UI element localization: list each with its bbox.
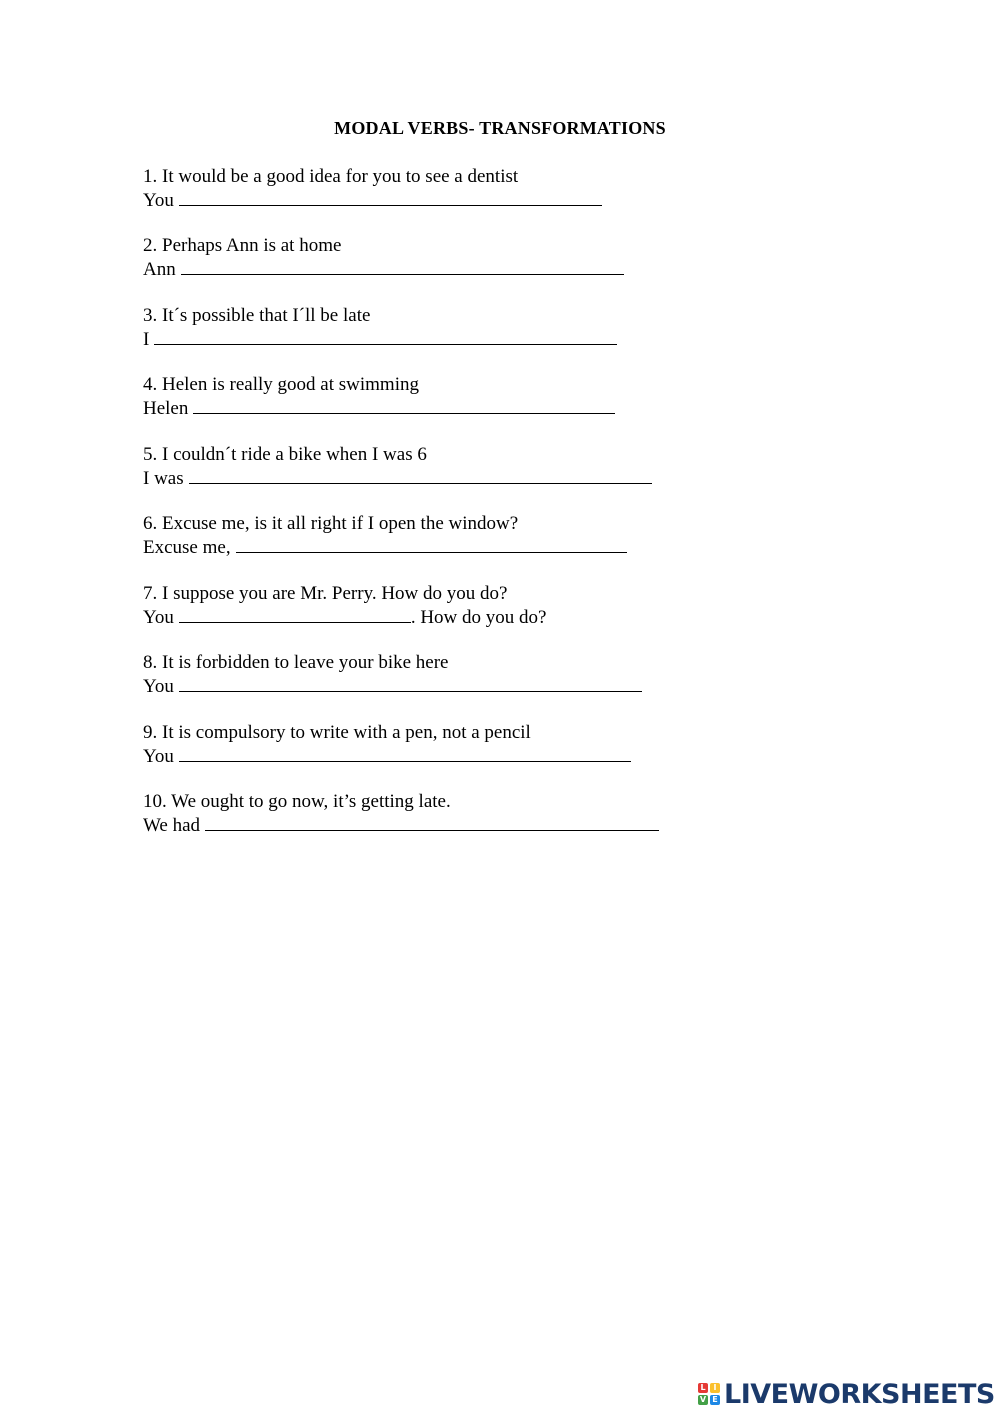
question-5 — [143, 443, 863, 490]
answer-row — [143, 605, 863, 629]
question-8 — [143, 651, 863, 698]
answer-row — [143, 396, 863, 420]
question-prompt: 9. It is compulsory to write with a pen, not a pencil — [143, 722, 531, 743]
question-prompt: 8. It is forbidden to leave your bike here — [143, 652, 449, 673]
question-prompt: 5. I couldn´t ride a bike when I was 6 — [143, 444, 427, 465]
answer-start: You — [143, 676, 174, 697]
question-3 — [143, 304, 863, 351]
answer-row — [143, 327, 863, 351]
answer-start: Ann — [143, 259, 176, 280]
answer-row — [143, 674, 863, 698]
logo-mark-cell: I — [710, 1383, 720, 1393]
logo-mark-cell: V — [699, 1395, 707, 1404]
answer-blank[interactable] — [179, 674, 642, 692]
question-prompt: 6. Excuse me, is it all right if I open the window? — [143, 513, 519, 534]
question-prompt: 7. I suppose you are Mr. Perry. How do you do? — [143, 583, 508, 604]
question-7 — [143, 582, 863, 629]
answer-row — [143, 257, 863, 281]
question-9 — [143, 721, 863, 768]
answer-start: Helen — [143, 398, 189, 419]
answer-row — [143, 813, 863, 837]
question-6 — [143, 512, 863, 559]
liveworksheets-logo — [698, 1378, 995, 1410]
answer-start: You — [143, 746, 174, 767]
answer-blank[interactable] — [154, 327, 617, 345]
question-2 — [143, 234, 863, 281]
answer-blank[interactable] — [179, 188, 602, 206]
answer-start: You — [143, 190, 174, 211]
answer-row — [143, 535, 863, 559]
logo-mark-cell: L — [698, 1383, 708, 1393]
answer-blank[interactable] — [205, 813, 659, 831]
answer-start: We had — [143, 815, 201, 836]
question-4 — [143, 373, 863, 420]
answer-blank[interactable] — [179, 605, 411, 623]
question-prompt: 10. We ought to go now, it’s getting late. — [143, 791, 451, 812]
worksheet-title: MODAL VERBS- TRANSFORMATIONS — [334, 118, 666, 138]
logo-text: LIVEWORKSHEETS — [724, 1378, 995, 1410]
answer-row — [143, 466, 863, 490]
answer-start: I — [143, 329, 150, 350]
answer-blank[interactable] — [189, 466, 652, 484]
question-prompt: 2. Perhaps Ann is at home — [143, 235, 342, 256]
question-prompt: 1. It would be a good idea for you to see a dentist — [143, 166, 519, 187]
answer-end: . How do you do? — [410, 607, 547, 628]
answer-blank[interactable] — [193, 396, 615, 414]
answer-start: You — [143, 607, 174, 628]
question-1 — [143, 165, 863, 212]
answer-blank[interactable] — [236, 535, 627, 553]
answer-row — [143, 744, 863, 768]
question-prompt: 4. Helen is really good at swimming — [143, 374, 419, 395]
answer-start: I was — [143, 468, 184, 489]
answer-row — [143, 188, 863, 212]
logo-mark-cell: E — [710, 1395, 720, 1405]
answer-start: Excuse me, — [143, 537, 231, 558]
logo-mark-icon — [698, 1383, 720, 1405]
question-10 — [143, 790, 863, 837]
answer-blank[interactable] — [181, 257, 624, 275]
answer-blank[interactable] — [179, 744, 631, 762]
question-prompt: 3. It´s possible that I´ll be late — [143, 305, 371, 326]
